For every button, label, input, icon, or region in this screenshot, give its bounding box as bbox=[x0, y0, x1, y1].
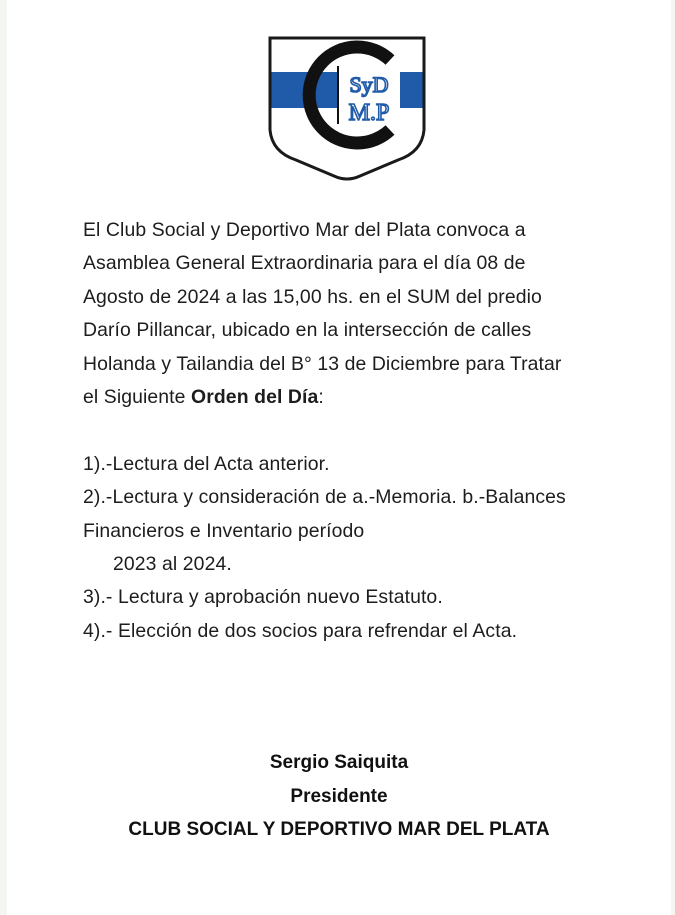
intro-line: El Club Social y Deportivo Mar del Plata convoca a bbox=[83, 219, 526, 241]
signature-block bbox=[7, 746, 671, 847]
intro-line: Agosto de 2024 a las 15,00 hs. en el SUM del predio bbox=[83, 285, 542, 308]
paragraph-gap bbox=[83, 414, 643, 447]
intro-line: Asamblea General Extraordinaria para el día 08 de bbox=[83, 252, 526, 275]
agenda-item-2-line-2: Financieros e Inventario período bbox=[83, 519, 365, 542]
signer-name: Sergio Saiquita bbox=[269, 752, 409, 773]
organization-name: CLUB SOCIAL Y DEPORTIVO MAR DEL PLATA bbox=[128, 819, 550, 840]
agenda-item-3: 3).- Lectura y aprobación nuevo Estatuto. bbox=[83, 586, 443, 609]
agenda-item-4: 4).- Elección de dos socios para refrendar el Acta. bbox=[83, 619, 518, 642]
crest-text-syd: SyD bbox=[349, 72, 389, 97]
intro-last-line bbox=[83, 381, 643, 414]
intro-line: Darío Pillancar, ubicado en la intersección de calles bbox=[83, 319, 532, 342]
document-body bbox=[83, 214, 643, 648]
document-page bbox=[7, 0, 671, 915]
club-crest-logo bbox=[252, 30, 442, 190]
agenda-item-2-line-1: 2).-Lectura y consideración de a.-Memoria. b.-Balances bbox=[83, 486, 566, 509]
crest-text-mp: M.P bbox=[348, 100, 390, 126]
agenda-item-2-line-3: 2023 al 2024. bbox=[113, 553, 232, 576]
intro-last-prefix: el Siguiente bbox=[83, 386, 192, 409]
intro-last-suffix: : bbox=[318, 386, 324, 409]
intro-line: Holanda y Tailandia del B° 13 de Diciembre para Tratar bbox=[83, 352, 562, 375]
agenda-heading: Orden del Día bbox=[191, 386, 319, 409]
signer-title: Presidente bbox=[290, 785, 388, 807]
club-crest-svg bbox=[252, 30, 442, 190]
agenda-item-1: 1).-Lectura del Acta anterior. bbox=[83, 452, 330, 475]
